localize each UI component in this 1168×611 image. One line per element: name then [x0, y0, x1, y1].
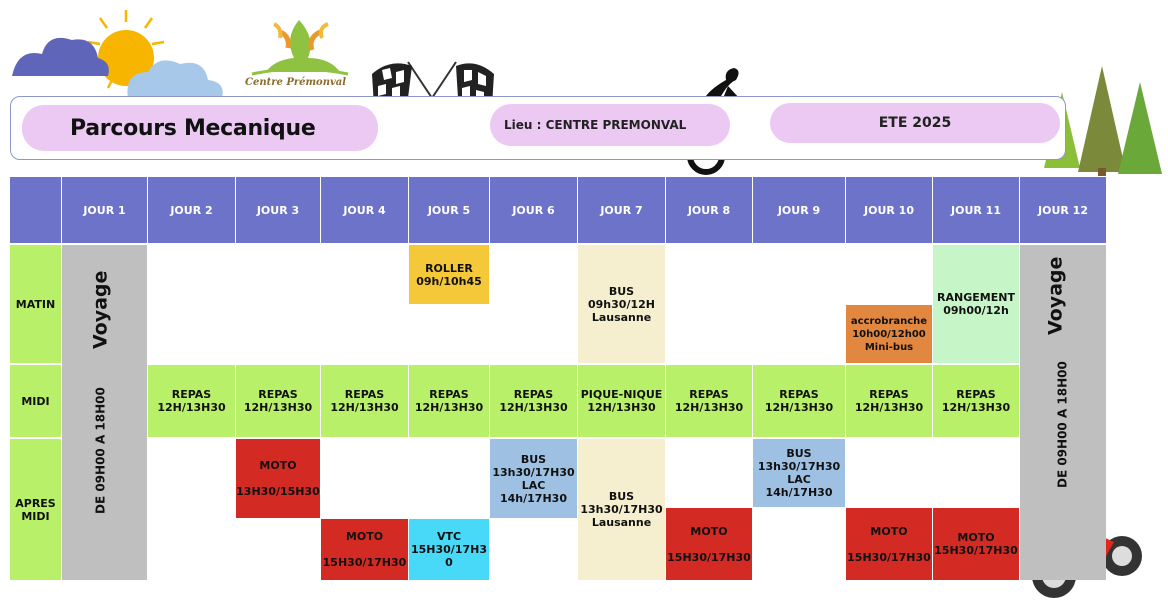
- location-label: Lieu : CENTRE PREMONVAL: [504, 118, 687, 132]
- day-header: JOUR 2: [148, 177, 235, 243]
- page-title: Parcours Mecanique: [70, 115, 316, 141]
- empty-cell: [321, 439, 408, 518]
- empty-cell: [236, 305, 320, 363]
- empty-cell: [321, 245, 408, 304]
- empty-cell: [409, 439, 489, 518]
- day-header: JOUR 5: [409, 177, 489, 243]
- day-header: JOUR 9: [753, 177, 845, 243]
- meal-cell: REPAS 12H/13H30: [236, 365, 320, 437]
- period-label-midi: MIDI: [10, 365, 61, 437]
- empty-cell: [148, 519, 235, 580]
- period-label-matin: MATIN: [10, 245, 61, 363]
- day-header: JOUR 8: [666, 177, 752, 243]
- activity-roller: ROLLER 09h/10h45: [409, 245, 489, 304]
- activity-moto: MOTO 15H30/17H30: [933, 508, 1019, 580]
- leaf-logo-icon: [244, 14, 354, 80]
- logo-text: Centre Prémonval: [245, 77, 347, 88]
- activity-moto: MOTO 13H30/15H30: [236, 439, 320, 518]
- meal-cell: REPAS 12H/13H30: [846, 365, 932, 437]
- empty-cell: [753, 305, 845, 363]
- activity-rangement: RANGEMENT 09h00/12h: [933, 245, 1019, 363]
- activity-moto: MOTO 15H30/17H30: [321, 519, 408, 580]
- empty-cell: [148, 245, 235, 304]
- meal-cell: REPAS 12H/13H30: [148, 365, 235, 437]
- day-header: JOUR 11: [933, 177, 1019, 243]
- empty-cell: [753, 245, 845, 304]
- activity-bus-lausanne-morning: BUS 09h30/12H Lausanne: [578, 245, 665, 363]
- activity-moto: MOTO 15H30/17H30: [666, 508, 752, 580]
- empty-cell: [409, 305, 489, 363]
- empty-cell: [490, 245, 577, 304]
- day-header: JOUR 6: [490, 177, 577, 243]
- day-header: JOUR 12: [1020, 177, 1106, 243]
- day1-voyage-label: Voyage: [89, 270, 112, 350]
- day1-hours-label: DE 09H00 A 18H00: [93, 387, 108, 515]
- meal-cell: REPAS 12H/13H30: [321, 365, 408, 437]
- meal-cell: REPAS 12H/13H30: [490, 365, 577, 437]
- activity-bus-lac: BUS 13h30/17H30 LAC 14h/17H30: [753, 439, 845, 507]
- empty-cell: [846, 439, 932, 507]
- meal-cell-picnic: PIQUE-NIQUE 12H/13H30: [578, 365, 665, 437]
- title-pill: [22, 105, 378, 151]
- activity-bus-lausanne-afternoon: BUS 13h30/17H30 Lausanne: [578, 439, 665, 580]
- day12-voyage-label: Voyage: [1044, 256, 1067, 336]
- day-header: JOUR 7: [578, 177, 665, 243]
- day-header: JOUR 3: [236, 177, 320, 243]
- period-label-apres-midi: APRES MIDI: [10, 439, 61, 580]
- empty-cell: [933, 439, 1019, 507]
- day-header: JOUR 10: [846, 177, 932, 243]
- empty-cell: [666, 305, 752, 363]
- day-header: JOUR 4: [321, 177, 408, 243]
- cloud-sun-icon: [8, 6, 236, 106]
- empty-cell: [753, 508, 845, 580]
- empty-cell: [321, 305, 408, 363]
- season-pill: [770, 103, 1060, 143]
- empty-cell: [148, 305, 235, 363]
- corner-header: [10, 177, 61, 243]
- activity-vtc: VTC 15H30/17H3 0: [409, 519, 489, 580]
- meal-cell: REPAS 12H/13H30: [753, 365, 845, 437]
- empty-cell: [846, 245, 932, 304]
- location-pill: [490, 104, 730, 146]
- empty-cell: [666, 439, 752, 507]
- empty-cell: [490, 519, 577, 580]
- meal-cell: REPAS 12H/13H30: [409, 365, 489, 437]
- season-label: ETE 2025: [878, 115, 952, 131]
- day12-hours-label: DE 09H00 A 18H00: [1055, 361, 1070, 489]
- empty-cell: [666, 245, 752, 304]
- meal-cell: REPAS 12H/13H30: [666, 365, 752, 437]
- empty-cell: [490, 305, 577, 363]
- activity-moto: MOTO 15H30/17H30: [846, 508, 932, 580]
- empty-cell: [236, 519, 320, 580]
- activity-accrobranche: accrobranche 10h00/12h00 Mini-bus: [846, 305, 932, 363]
- empty-cell: [148, 439, 235, 518]
- meal-cell: REPAS 12H/13H30: [933, 365, 1019, 437]
- day-header: JOUR 1: [62, 177, 147, 243]
- activity-bus-lac: BUS 13h30/17H30 LAC 14h/17H30: [490, 439, 577, 518]
- empty-cell: [236, 245, 320, 304]
